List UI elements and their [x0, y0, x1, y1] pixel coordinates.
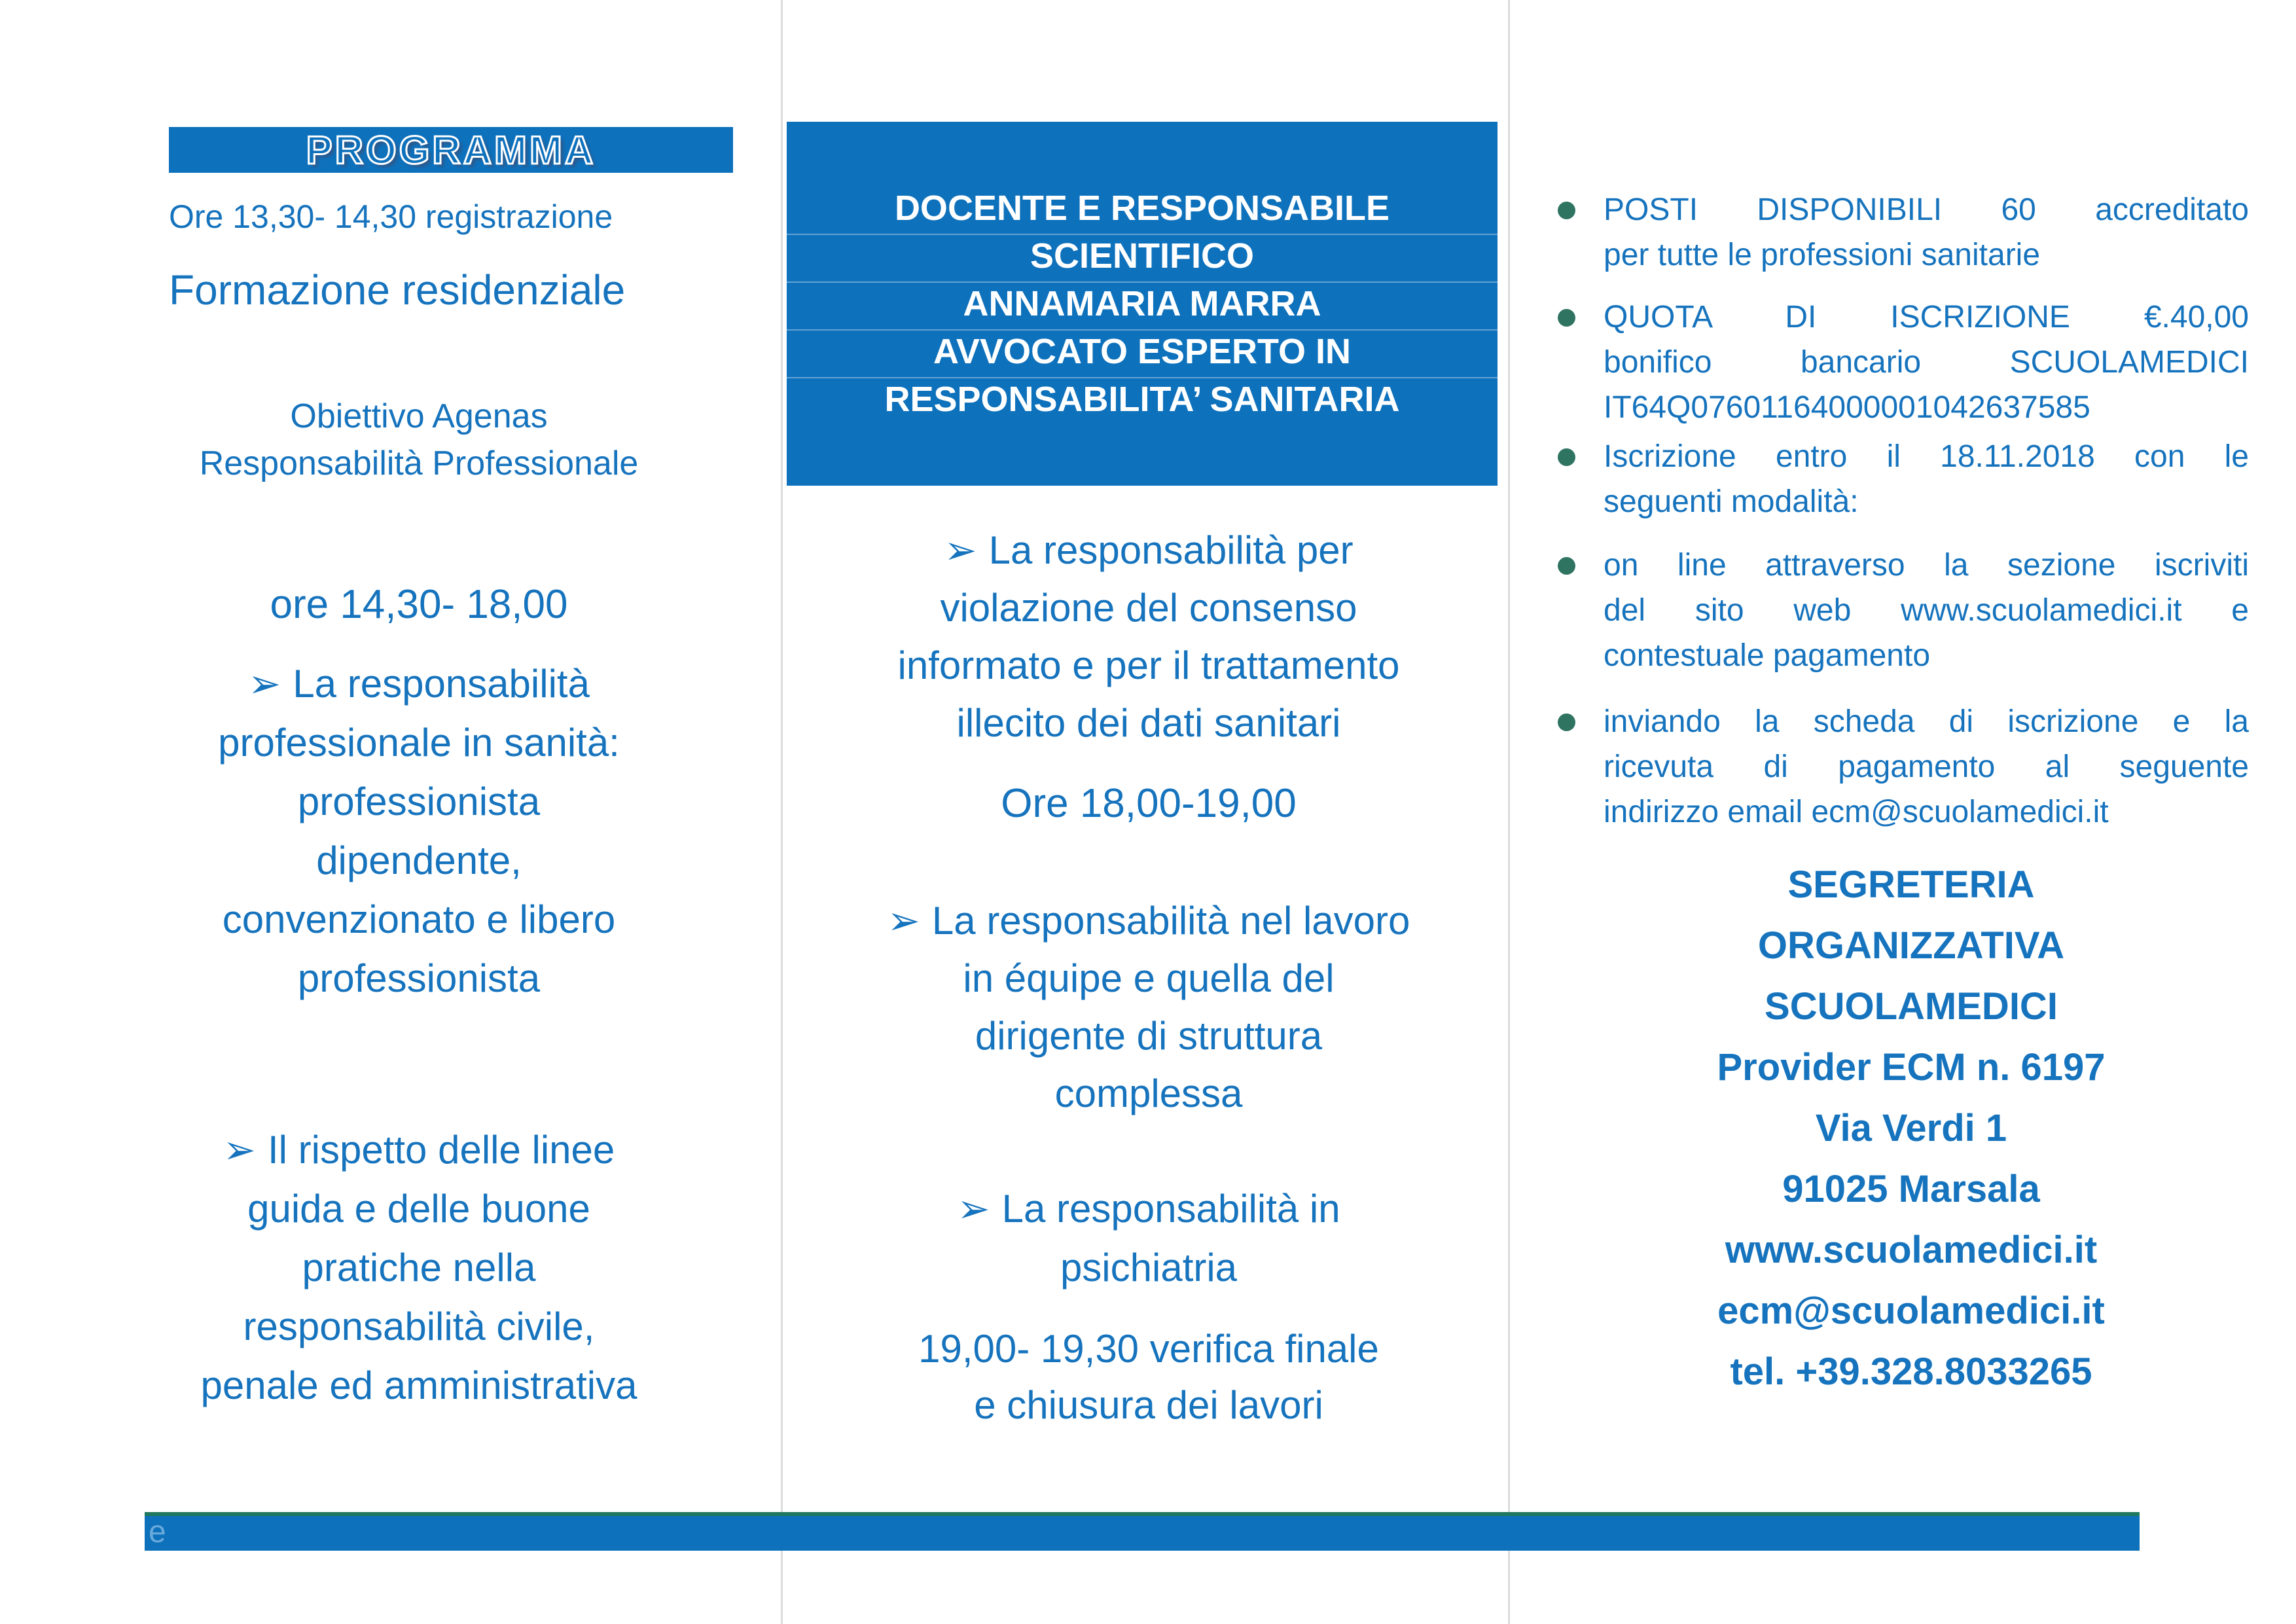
arrow-bullet-icon: ➢ — [248, 662, 281, 706]
row-separator — [787, 234, 1498, 235]
info-bullet-fee — [1558, 295, 2249, 430]
arrow-bullet-icon: ➢ — [944, 528, 977, 572]
text-line: psichiatria — [1060, 1246, 1238, 1290]
info-bullet-online — [1558, 543, 2249, 678]
text-line: professionista — [297, 780, 541, 823]
fold-divider-left — [781, 0, 783, 1624]
text-line: violazione del consenso — [940, 586, 1357, 630]
text-line — [111, 655, 726, 713]
programma-header-bar — [169, 127, 733, 173]
middle-bullet-3 — [802, 1180, 1496, 1297]
text-line: QUOTA DI ISCRIZIONE €.40,00 — [1604, 300, 2249, 334]
footer-bar — [145, 1512, 2140, 1551]
registration-time: Ore 13,30- 14,30 registrazione — [169, 198, 613, 235]
text-line: dirigente di struttura — [975, 1014, 1323, 1058]
text-line: guida e delle buone — [247, 1187, 590, 1231]
arrow-bullet-icon: ➢ — [957, 1187, 990, 1231]
left-bullet-1 — [111, 655, 726, 1008]
text-line: 19,00- 19,30 verifica finale — [918, 1327, 1379, 1371]
text-line: POSTI DISPONIBILI 60 accreditato — [1604, 192, 2249, 227]
text-line: seguenti modalità: — [1604, 484, 1859, 519]
course-type: Formazione residenziale — [169, 266, 626, 314]
row-separator — [787, 329, 1498, 331]
text-line — [802, 892, 1496, 950]
arrow-bullet-icon: ➢ — [887, 899, 920, 943]
closing-session — [802, 1321, 1496, 1434]
text-line: penale ed amministrativa — [200, 1363, 637, 1407]
text-line: La responsabilità — [293, 662, 590, 706]
text-line: informato e per il trattamento — [897, 643, 1400, 687]
text-line: professionista — [297, 956, 541, 1000]
speaker-line: SCIENTIFICO — [1030, 236, 1254, 276]
text-line: on line attraverso la sezione iscriviti — [1604, 548, 2249, 583]
secretary-block — [1571, 854, 2251, 1402]
iban-number: IT64Q07601164000001042637585 — [1604, 390, 2090, 425]
bullet-text — [1604, 295, 2249, 430]
middle-bullet-2 — [802, 892, 1496, 1123]
footer-stray-text: e — [149, 1515, 166, 1549]
text-line: del sito web www.scuolamedici.it e — [1604, 593, 2249, 628]
text-line — [802, 1180, 1496, 1238]
text-line: contestuale pagamento — [1604, 638, 1931, 673]
text-line — [802, 522, 1496, 579]
speaker-line: ANNAMARIA MARRA — [963, 284, 1321, 323]
website-url: www.scuolamedici.it — [1725, 1229, 2098, 1271]
dot-bullet-icon — [1558, 309, 1575, 327]
speaker-line: AVVOCATO ESPERTO IN — [933, 332, 1352, 371]
text-line: La responsabilità nel lavoro — [931, 899, 1410, 943]
evening-session-time: Ore 18,00-19,00 — [1001, 781, 1297, 826]
secretary-title: ORGANIZZATIVA — [1757, 924, 2065, 967]
text-line: e chiusura dei lavori — [974, 1383, 1323, 1427]
fold-divider-right — [1508, 0, 1510, 1624]
bullet-text — [1604, 543, 2249, 678]
text-line: Il rispetto delle linee — [267, 1128, 615, 1172]
text-line: ricevuta di pagamento al seguente — [1604, 749, 2249, 784]
dot-bullet-icon — [1558, 448, 1575, 466]
speaker-header-box — [787, 122, 1498, 486]
text-line: bonifico bancario SCUOLAMEDICI — [1604, 345, 2249, 380]
text-line: professionale in sanità: — [218, 721, 620, 765]
middle-bullet-1 — [802, 522, 1496, 752]
text-line — [111, 1121, 726, 1180]
dot-bullet-icon — [1558, 202, 1575, 219]
programma-title: PROGRAMMA — [306, 128, 596, 172]
text-line: La responsabilità per — [988, 528, 1354, 572]
secretary-title: SEGRETERIA — [1787, 863, 2035, 906]
text-line: in équipe e quella del — [963, 956, 1335, 1000]
objective-line: Obiettivo Agenas — [290, 397, 548, 435]
provider-number: Provider ECM n. 6197 — [1717, 1046, 2106, 1089]
dot-bullet-icon — [1558, 557, 1575, 575]
row-separator — [787, 377, 1498, 378]
secretary-title: SCUOLAMEDICI — [1765, 985, 2058, 1028]
row-separator — [787, 281, 1498, 283]
speaker-line: RESPONSABILITA’ SANITARIA — [884, 380, 1400, 419]
left-bullet-2 — [111, 1121, 726, 1415]
text-line: indirizzo email ecm@scuolamedici.it — [1604, 795, 2109, 829]
text-line: convenzionato e libero — [222, 897, 616, 941]
text-line: responsabilità civile, — [243, 1305, 595, 1348]
text-line: Iscrizione entro il 18.11.2018 con le — [1604, 439, 2249, 474]
info-bullet-email — [1558, 699, 2249, 835]
speaker-line: DOCENTE E RESPONSABILE — [894, 189, 1390, 228]
bullet-text — [1604, 699, 2249, 835]
text-line: pratiche nella — [302, 1246, 536, 1290]
text-line: La responsabilità in — [1001, 1187, 1340, 1231]
text-line: inviando la scheda di iscrizione e la — [1604, 704, 2249, 739]
address-line: Via Verdi 1 — [1815, 1107, 2007, 1149]
text-line: per tutte le professioni sanitarie — [1604, 238, 2041, 272]
info-bullet-seats — [1558, 187, 2249, 278]
objective-block — [111, 393, 726, 487]
address-line: 91025 Marsala — [1782, 1168, 2040, 1210]
arrow-bullet-icon: ➢ — [223, 1128, 256, 1172]
bullet-text — [1604, 187, 2249, 278]
phone-number: tel. +39.328.8033265 — [1730, 1350, 2092, 1393]
objective-line: Responsabilità Professionale — [199, 444, 639, 482]
text-line: dipendente, — [316, 839, 522, 882]
text-line: complessa — [1054, 1072, 1243, 1115]
bullet-text — [1604, 434, 2249, 524]
afternoon-session-time: ore 14,30- 18,00 — [270, 582, 568, 627]
dot-bullet-icon — [1558, 713, 1575, 731]
info-bullet-deadline — [1558, 434, 2249, 524]
text-line: illecito dei dati sanitari — [956, 701, 1341, 745]
email-address: ecm@scuolamedici.it — [1717, 1290, 2105, 1332]
